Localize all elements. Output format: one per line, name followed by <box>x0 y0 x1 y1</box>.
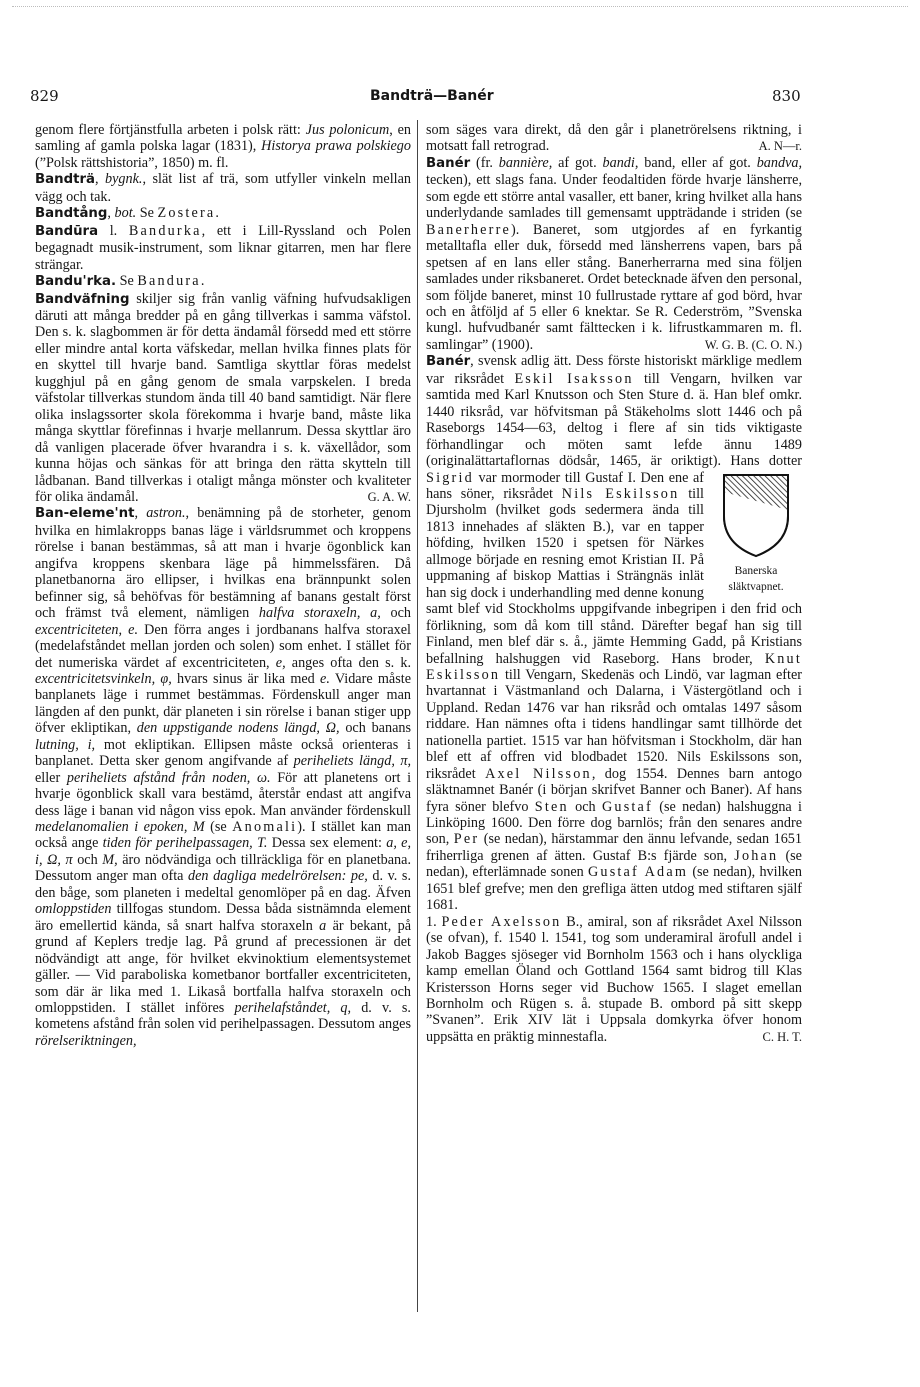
cross-reference: Bandura <box>137 273 201 290</box>
continuation-paragraph: genom flere förtjänstfulla arbeten i polsk rätt: Jus polonicum, en samling af gamla polska lagar (1831), Historya prawa polskiego (”Polsk rättshistoria”, 1850) m. fl. <box>35 122 411 171</box>
author-signature: C. H. T. <box>762 1029 802 1044</box>
left-column <box>35 122 411 1049</box>
top-rule <box>12 6 908 7</box>
headword: Bandträ <box>35 172 95 188</box>
entry-baner-att: Banér, svensk adlig ätt. Dess förste historiskt märklige medlem var riksrådet Eskil Isaksson till Vengarn, hvilken var samtida med Karl Knutsson och Sten Sture d. ä. Han blef omkr. 1440 riksråd, var höfvitsman på Stäkeholms slott 1446 och på Raseborgs 1454—63, deltog i flere af sin tids viktigaste förhandlingar och möten samt lefde ännu 1489 (originalättartaflornas dödsår, 1465, är oriktigt). Hans dotter Banerska släktvapnet. Sigrid var mormoder till Gustaf I. Den ene af hans söner, riksrådet Nils Eskilsson till Djursholm (hvilket gods sedermera ända till 1813 innehades af släkten B.), var en tapper höfding, hvilken 1520 i spetsen för Närkes allmoge började en resning emot Kristian II. På uppmaning af biskop Mattias i Strängnäs inlät han sig dock i underhandling med denne konung samt blef vid Stockholms uppgifvande inbegripen i den frid och förlikning, som då kom till stånd. Därefter begaf han sig till Finland, men blef där s. å., jämte Hemming Gadd, på Kristians befallning halshuggen vid Raseborg. Hans broder, Knut Eskilsson till Vengarn, Skedenäs och Lindö, var lagman efter hvartannat i Västmanland och Dalarna, i Västergötland och i Uppland. Redan 1476 var han riksråd och omtalas 1497 såsom riddare. Han nämnes ofta i tidens handlingar samt tillhörde det nationella partiet. 1515 var han höfvitsman i Stockholm, där han blef ett af offren vid blodbadet 1520. Nils Eskilssons son, riksrådet Axel Nilsson, dog 1554. Dennes barn antogo släktnamnet Banér (i början skrifvet Banner och Baner). Af hans fyra söner blefvo Sten och Gustaf (se nedan) halshuggna i Linköping 1600. Den förre dog barnlös; från den senares andre son, Per (se nedan), härstammar den ännu lefvande, sedan 1651 friherrliga grenen af ätten. Gustaf B:s fjärde son, Johan (se nedan), efterlämnade sonen Gustaf Adam (se nedan), hvilken 1651 blef grefve; men den grefliga ätten utdog med stiftaren själf 1681. <box>426 353 803 914</box>
cross-reference: Knut Eskilsson <box>426 650 802 683</box>
cross-reference: Sigrid <box>426 469 474 486</box>
headword: Bandu'rka. <box>35 274 117 290</box>
headword: Bandväfning <box>35 291 130 307</box>
headword: Banér <box>426 354 471 370</box>
running-header: Bandträ—Banér <box>370 88 494 104</box>
entry-bandura: Bandūra l. Bandurka, ett i Lill-Ryssland och Polen begagnadt musik-instrument, som liknar gitarren, men har flere strängar. <box>35 222 411 273</box>
cross-reference: Per <box>453 831 480 848</box>
cross-reference: Johan <box>734 847 779 864</box>
continuation-paragraph: som säges vara direkt, då den går i planetrörelsens riktning, i motsatt fall retrograd. A. N—r. <box>426 122 802 155</box>
page-number-right: 830 <box>772 87 801 105</box>
headword: Ban-eleme'nt <box>35 506 135 522</box>
cross-reference: Peder Axelsson <box>441 913 562 930</box>
right-column <box>426 122 802 1045</box>
author-signature: W. G. B. (C. O. N.) <box>704 337 802 352</box>
cross-reference: Nils Eskilsson <box>561 485 680 502</box>
headword: Bandtång <box>35 206 108 222</box>
cross-reference: Axel Nilsson <box>485 765 592 782</box>
cross-reference: Zostera <box>157 205 216 222</box>
author-signature: G. A. W. <box>367 489 411 504</box>
entry-ban-element: Ban-eleme'nt, astron., benämning på de storheter, genom hvilka en himlakropps banas läge i världsrummet och kroppens rörelse i banan bestämmas, så att man i hvarje ögonblick kan angifva kroppens skenbara läge på himmelssfären. Då planetbanorna äro ellipser, i hvilkas ena brännpunkt solen befinner sig, så behöfvas för bestämning af banans gestalt först och främst två element, nämligen halfva storaxeln, a, och excentriciteten, e. Den förra anges i jordbanans halfva storaxel (medelafståndet mellan jorden och solen) som enhet. I stället för det numeriska värdet af excentriciteten, e, anges ofta den s. k. excentricitetsvinkeln, φ, hvars sinus är lika med e. Vidare måste banplanets läge i rummet bestämmas. Fördenskull anger man längden af den punkt, där planeten i sin rörelse i banan stiger upp öfver ekliptikan, den uppstigande nodens längd, Ω, och banans lutning, i, mot ekliptikan. Ellipsen måste också orienteras i banplanet. Detta sker genom angifvande af periheliets längd, π, eller periheliets afstånd från noden, ω. För att planetens ort i hvarje ögonblick skall vara bestämd, återstår endast att angifva dess läge i banan vid någon viss epok. Man använder fördenskull medelanomalien i epoken, M (se Anomali). I stället kan man också ange tiden för perihelpassagen, T. Dessa sex element: a, e, i, Ω, π och M, äro nödvändiga och tillräckliga för en planetbana. Dessutom anger man ofta den dagliga medelrörelsen: pe, d. v. s. den båge, som planeten i medeltal genomlöper på en dag. Äfven omloppstiden tillfogas stundom. Dessa båda sistnämnda element äro emellertid kända, så snart halfva storaxeln a är bekant, på grund af Keplers tredje lag. På grund af precessionen är det nödvändigt att ange, för hvilket ekvinoktium elementsystemet gäller. — Vid paraboliska kometbanor bortfaller excentriciteten, som där är lika med 1. Likaså bortfalla halfva storaxeln och omloppstiden. I stället införes perihelafståndet, q, d. v. s. kometens afstånd från solen vid perihelpassagen. Dessutom anges rörelseriktningen, <box>35 505 412 1049</box>
coat-of-arms-figure <box>710 472 802 595</box>
cross-reference: Bandurka <box>128 222 202 239</box>
column-divider <box>417 120 418 1312</box>
figure-caption: Banerska släktvapnet. <box>728 564 784 593</box>
cross-reference: Anomali <box>232 819 298 836</box>
entry-peder-axelsson: 1. Peder Axelsson B., amiral, son af riksrådet Axel Nilsson (se ofvan), f. 1540 l. 1541, tog som underamiral ärofull andel i Jakob Bagges sjöseger vid Bornholm 1563 och i hans olyckliga kamp emellan Öland och Gottland 1564 samt bidrog till Klas Kristersson Horns seger vid Buchow 1565. I slaget emellan Bornholm och Rügen s. å. stupade B. ombord på sitt skepp ”Svanen”. Erik XIV lät i Uppsala domkyrka öfver honom uppsätta en präktig minnestafla. C. H. T. <box>426 913 802 1045</box>
cross-reference: Sten <box>534 798 569 815</box>
entry-baner-fana: Banér (fr. bannière, af got. bandi, band, eller af got. bandva, tecken), ett slags fana. Under feodaltiden förde hvarje länsherre, som egde ett större antal vasaller, ett baner, kring hvilket alla hans underlydande samlades till gemensamt uppträdande i striden (se Banerherre). Baneret, som utgjordes af en fyrkantig metalltafla eller duk, försedd med länsherrens vapen, bars på spetsen af en lans eller stång. Banerherrarna med sina följen samlades under riksbaneret. Ordet betecknade äfven den personal, som följde baneret, minst 10 fullrustade ryttare af god börd, hvar och en åtföljd af 5 eller 6 knektar. Se R. Cederström, ”Svenska kungl. hufvudbanér samt fälttecken i k. lifrustkammaren m. fl. samlingar” (1900). W. G. B. (C. O. N.) <box>426 154 803 353</box>
entry-bandvafning: Bandväfning skiljer sig från vanlig väfning hufvudsakligen däruti att många bredder på en gång tillverkas i samma väfstol. Den s. k. slagbommen är för detta ändamål försedd med ett större eller mindre antal korta väfskedar, mellan hvilka finnes plats för en skyttel till hvarje band. Samtliga skyttlar föras medelst kugghjul på en gång genom de smala varpskelen. I breda väfstolar tillverkas stundom ända till 40 band samtidigt. När flere olika inslagssorter skola förekomma i hvarje band, måste lika många skyttlar förefinnas i hvarje mellanrum. Dessa skyttlar äro då vanligen placerade öfver hvarandra i s. k. växellådor, som kunna höjas och sänkas för att bringa den rätta skytteln till lådbanan. Band tillverkas i otaligt många mönster och kvaliteter för olika ändamål. G. A. W. <box>35 290 411 505</box>
author-signature: A. N—r. <box>758 139 802 154</box>
cross-reference: Gustaf Adam <box>587 864 689 881</box>
entry-bandurka: Bandu'rka. Se Bandura. <box>35 273 205 290</box>
entry-bandtra: Bandträ, bygnk., slät list af trä, som utfyller vinkeln mellan vägg och tak. <box>35 171 411 205</box>
cross-reference: Eskil Isaksson <box>514 370 634 387</box>
entry-bandtang: Bandtång, bot. Se Zostera. <box>35 205 219 222</box>
headword: Banér <box>426 155 471 171</box>
coat-of-arms-icon <box>721 472 791 558</box>
cross-reference: Gustaf <box>601 798 653 815</box>
cross-reference: Banerherre <box>426 221 512 238</box>
page-number-left: 829 <box>30 87 59 105</box>
headword: Bandūra <box>35 223 99 239</box>
